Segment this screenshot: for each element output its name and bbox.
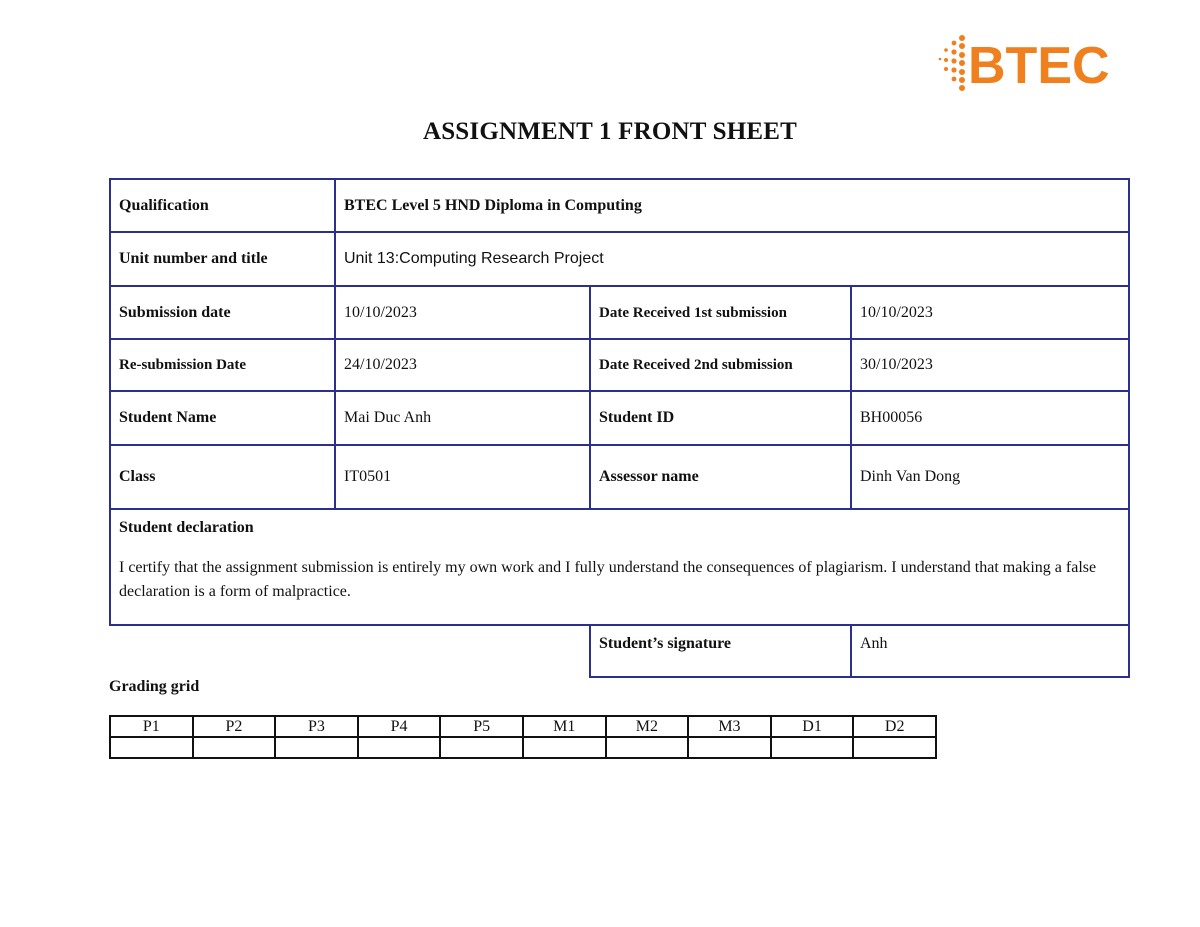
grade-header-d2: D2 bbox=[853, 716, 936, 737]
unit-label: Unit number and title bbox=[110, 232, 335, 286]
resubmission-date-label: Re-submission Date bbox=[110, 339, 335, 391]
student-declaration bbox=[110, 509, 1129, 625]
grade-header-m3: M3 bbox=[688, 716, 771, 737]
grade-header-p5: P5 bbox=[440, 716, 523, 737]
grade-cell bbox=[358, 737, 441, 758]
submission-date-value: 10/10/2023 bbox=[335, 286, 590, 339]
qualification-label: Qualification bbox=[110, 179, 335, 232]
grade-header-m1: M1 bbox=[523, 716, 606, 737]
grade-cell bbox=[193, 737, 276, 758]
signature-label: Student’s signature bbox=[590, 625, 851, 677]
declaration-text: I certify that the assignment submission is entirely my own work and I fully understand the consequences of plagiarism. I understand that making a false declaration is a form of malpractice. bbox=[119, 559, 1097, 600]
submission-date-label: Submission date bbox=[110, 286, 335, 339]
student-id-label: Student ID bbox=[590, 391, 851, 445]
assessor-name-value: Dinh Van Dong bbox=[851, 445, 1129, 509]
signature-value: Anh bbox=[851, 625, 1129, 677]
grading-grid-title: Grading grid bbox=[109, 678, 200, 695]
grade-cell bbox=[523, 737, 606, 758]
page-title: ASSIGNMENT 1 FRONT SHEET bbox=[422, 118, 798, 145]
grade-header-p3: P3 bbox=[275, 716, 358, 737]
grade-header-p1: P1 bbox=[110, 716, 193, 737]
grade-cell bbox=[110, 737, 193, 758]
class-value: IT0501 bbox=[335, 445, 590, 509]
grading-value-row bbox=[110, 737, 936, 758]
class-label: Class bbox=[110, 445, 335, 509]
grade-cell bbox=[853, 737, 936, 758]
date-received-2nd-label: Date Received 2nd submission bbox=[590, 339, 851, 391]
grade-cell bbox=[275, 737, 358, 758]
grade-cell bbox=[440, 737, 523, 758]
grade-cell bbox=[771, 737, 854, 758]
declaration-title: Student declaration bbox=[119, 519, 254, 536]
grade-header-m2: M2 bbox=[606, 716, 689, 737]
assessor-name-label: Assessor name bbox=[590, 445, 851, 509]
grade-header-p2: P2 bbox=[193, 716, 276, 737]
front-sheet-table bbox=[109, 178, 1130, 678]
grading-grid bbox=[109, 715, 937, 759]
grade-cell bbox=[606, 737, 689, 758]
grade-cell bbox=[688, 737, 771, 758]
date-received-1st-value: 10/10/2023 bbox=[851, 286, 1129, 339]
grade-header-p4: P4 bbox=[358, 716, 441, 737]
grade-header-d1: D1 bbox=[771, 716, 854, 737]
student-id-value: BH00056 bbox=[851, 391, 1129, 445]
svg-text:BTEC: BTEC bbox=[968, 37, 1110, 94]
unit-value: Unit 13:Computing Research Project bbox=[335, 232, 1129, 286]
student-name-label: Student Name bbox=[110, 391, 335, 445]
resubmission-date-value: 24/10/2023 bbox=[335, 339, 590, 391]
date-received-2nd-value: 30/10/2023 bbox=[851, 339, 1129, 391]
qualification-value: BTEC Level 5 HND Diploma in Computing bbox=[335, 179, 1129, 232]
student-name-value: Mai Duc Anh bbox=[335, 391, 590, 445]
grading-header-row bbox=[110, 716, 936, 737]
btec-logo bbox=[936, 30, 1126, 94]
date-received-1st-label: Date Received 1st submission bbox=[590, 286, 851, 339]
signature-spacer bbox=[110, 625, 590, 677]
